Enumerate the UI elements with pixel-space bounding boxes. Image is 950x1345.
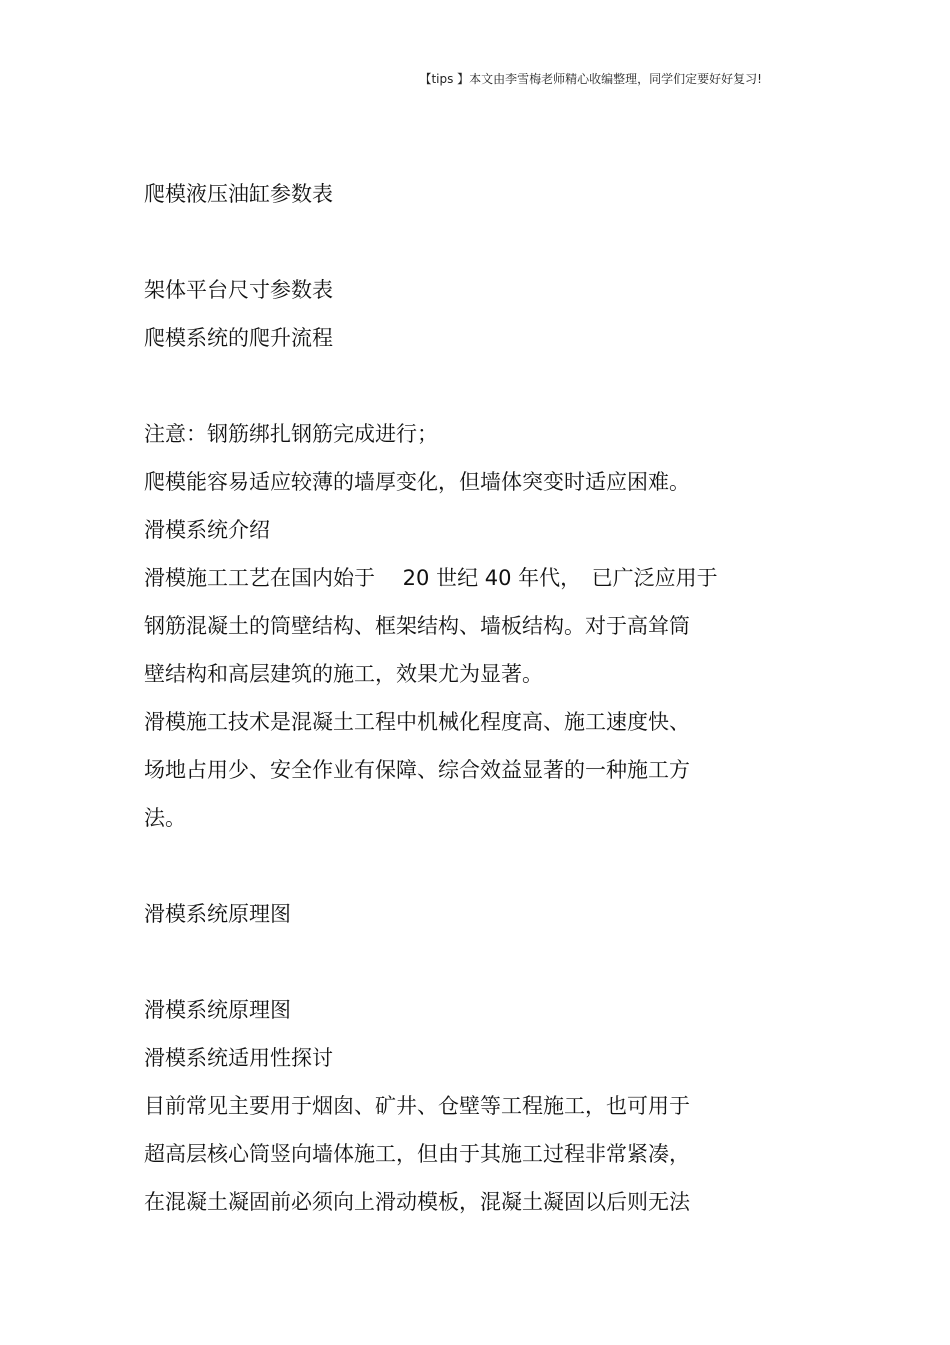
paragraph-climbing-adaptability: 爬模能容易适应较薄的墙厚变化，但墙体突变时适应困难。 [144, 470, 690, 494]
paragraph-slipform-history-line-1: 滑模施工工艺在国内始于 20 世纪 40 年代， 已广泛应用于 [144, 566, 718, 590]
heading-slipform-diagram-2: 滑模系统原理图 [144, 998, 291, 1022]
heading-climbing-process: 爬模系统的爬升流程 [144, 326, 333, 350]
paragraph-note: 注意：钢筋绑扎钢筋完成进行； [144, 422, 438, 446]
paragraph-slipform-tech-line-2: 场地占用少、安全作业有保障、综合效益显著的一种施工方 [144, 758, 690, 782]
paragraph-slipform-tech-line-3: 法。 [144, 806, 186, 830]
heading-frame-platform-params: 架体平台尺寸参数表 [144, 278, 333, 302]
paragraph-slipform-tech-line-1: 滑模施工技术是混凝土工程中机械化程度高、施工速度快、 [144, 710, 690, 734]
paragraph-applicability-line-1: 目前常见主要用于烟囱、矿井、仓壁等工程施工，也可用于 [144, 1094, 690, 1118]
paragraph-applicability-line-3: 在混凝土凝固前必须向上滑动模板，混凝土凝固以后则无法 [144, 1190, 690, 1214]
heading-slipform-diagram: 滑模系统原理图 [144, 902, 291, 926]
header-tips-note: 【tips 】本文由李雪梅老师精心收编整理，同学们定要好好复习! [419, 72, 762, 86]
paragraph-applicability-line-2: 超高层核心筒竖向墙体施工，但由于其施工过程非常紧凑， [144, 1142, 690, 1166]
paragraph-slipform-history-line-3: 壁结构和高层建筑的施工，效果尤为显著。 [144, 662, 543, 686]
heading-climbing-cylinder-params: 爬模液压油缸参数表 [144, 182, 333, 206]
heading-slipform-applicability: 滑模系统适用性探讨 [144, 1046, 333, 1070]
heading-slipform-intro: 滑模系统介绍 [144, 518, 270, 542]
paragraph-slipform-history-line-2: 钢筋混凝土的筒壁结构、框架结构、墙板结构。对于高耸筒 [144, 614, 690, 638]
